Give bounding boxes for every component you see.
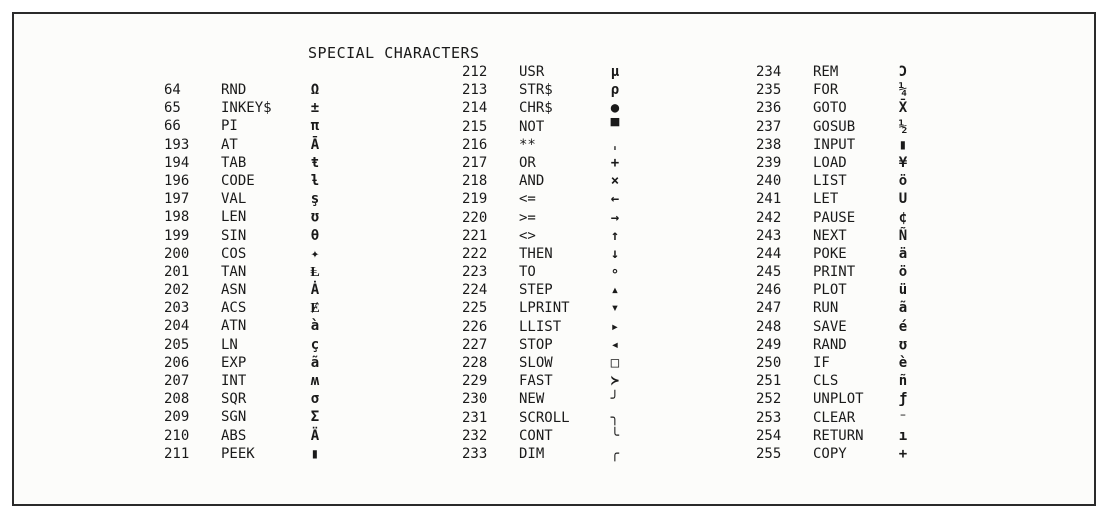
special-character-glyph: ü xyxy=(898,282,908,299)
special-character-glyph: ▴ xyxy=(610,282,620,299)
special-character-glyph: ▮ xyxy=(898,136,908,153)
keyword: <> xyxy=(519,227,536,244)
special-character-glyph: ╭ xyxy=(610,445,620,462)
keyword: NEW xyxy=(519,391,545,408)
char-code: 217 xyxy=(462,154,488,171)
char-code: 223 xyxy=(462,264,488,281)
char-code: 237 xyxy=(756,118,782,135)
special-character-glyph: Ä xyxy=(310,427,320,444)
special-character-glyph: + xyxy=(610,154,620,171)
keyword: THEN xyxy=(519,245,553,262)
keyword: LPRINT xyxy=(519,300,570,317)
special-character-glyph: ● xyxy=(610,100,620,117)
keyword: LIST xyxy=(813,173,847,190)
keyword: LOAD xyxy=(813,154,847,171)
special-character-glyph: ▮ xyxy=(310,445,320,462)
keyword: COS xyxy=(221,245,247,262)
keyword: OR xyxy=(519,154,536,171)
keyword: UNPLOT xyxy=(813,391,864,408)
char-code: 224 xyxy=(462,282,488,299)
char-code: 241 xyxy=(756,191,782,208)
keyword: AND xyxy=(519,173,545,190)
special-character-glyph: ▸ xyxy=(610,318,620,335)
special-character-glyph: ◂ xyxy=(610,336,620,353)
keyword: RND xyxy=(221,82,247,98)
special-character-glyph: ⁻ xyxy=(898,409,908,426)
char-code: 246 xyxy=(756,282,782,299)
char-code: 206 xyxy=(164,354,190,371)
special-character-glyph: ç xyxy=(310,336,320,353)
char-code: 201 xyxy=(164,263,190,280)
special-character-glyph: ╰ xyxy=(610,427,620,444)
char-code: 211 xyxy=(164,445,190,462)
char-code: 194 xyxy=(164,154,190,171)
special-character-glyph: ö xyxy=(898,173,908,190)
special-character-glyph: ▾ xyxy=(610,300,620,317)
char-code: 253 xyxy=(756,409,782,426)
special-character-glyph: à xyxy=(310,318,320,335)
keyword: VAL xyxy=(221,191,247,208)
keyword: >= xyxy=(519,209,536,226)
keyword: TAN xyxy=(221,263,247,280)
keyword: IF xyxy=(813,355,830,371)
special-character-glyph: ˌ xyxy=(610,136,620,153)
char-code: 245 xyxy=(756,264,782,281)
char-code: 208 xyxy=(164,391,190,408)
page-title: SPECIAL CHARACTERS xyxy=(308,44,480,62)
special-character-glyph: Ɇ xyxy=(310,300,320,317)
keyword: POKE xyxy=(813,245,847,262)
special-character-glyph: ã xyxy=(898,300,908,317)
special-character-glyph: ƒ xyxy=(898,391,908,408)
char-code: 203 xyxy=(164,300,190,317)
special-character-glyph: π xyxy=(310,118,320,135)
keyword: LET xyxy=(813,191,839,208)
keyword: NOT xyxy=(519,118,545,135)
special-character-glyph: ş xyxy=(310,191,320,208)
keyword: STEP xyxy=(519,282,553,299)
char-code: 234 xyxy=(756,64,782,80)
char-code: 243 xyxy=(756,227,782,244)
special-character-glyph: × xyxy=(610,173,620,190)
char-code: 252 xyxy=(756,391,782,408)
special-character-glyph: ʊ xyxy=(898,336,908,353)
special-character-glyph: ä xyxy=(898,245,908,262)
char-code: 247 xyxy=(756,300,782,317)
keyword: LEN xyxy=(221,209,247,226)
keyword: GOSUB xyxy=(813,118,856,135)
char-code: 255 xyxy=(756,445,782,462)
char-code: 240 xyxy=(756,173,782,190)
char-code: 244 xyxy=(756,245,782,262)
char-code: 242 xyxy=(756,209,782,226)
char-code: 204 xyxy=(164,318,190,335)
special-character-glyph: Σ xyxy=(310,409,320,426)
special-character-glyph: ö xyxy=(898,264,908,281)
keyword: USR xyxy=(519,64,545,80)
keyword: FOR xyxy=(813,82,839,99)
char-code: 213 xyxy=(462,82,488,99)
char-code: 251 xyxy=(756,373,782,390)
char-code: 232 xyxy=(462,427,488,444)
keyword: SQR xyxy=(221,391,247,408)
char-code: 214 xyxy=(462,100,488,117)
special-character-glyph: ñ xyxy=(898,373,908,390)
keyword: CODE xyxy=(221,172,255,189)
keyword: CLEAR xyxy=(813,409,856,426)
special-character-glyph: ≻ xyxy=(610,373,620,390)
special-character-glyph: U xyxy=(898,191,908,208)
char-code: 249 xyxy=(756,336,782,353)
special-character-glyph: é xyxy=(898,318,908,335)
special-character-glyph: ± xyxy=(310,100,320,117)
char-code: 210 xyxy=(164,427,190,444)
special-character-glyph: Ⱡ xyxy=(310,263,320,280)
keyword: PEEK xyxy=(221,445,255,462)
special-character-glyph: ρ xyxy=(610,82,620,99)
char-code: 236 xyxy=(756,100,782,117)
char-code: 200 xyxy=(164,245,190,262)
special-character-glyph: ½ xyxy=(898,118,908,135)
special-character-glyph: ↑ xyxy=(610,227,620,244)
special-character-glyph: ı xyxy=(898,427,908,444)
special-character-glyph: ← xyxy=(610,191,620,208)
keyword: CLS xyxy=(813,373,839,390)
char-code: 226 xyxy=(462,318,488,335)
char-code: 205 xyxy=(164,336,190,353)
keyword: STR$ xyxy=(519,82,553,99)
keyword: SGN xyxy=(221,409,247,426)
special-character-glyph: ▀ xyxy=(610,118,620,135)
keyword: ATN xyxy=(221,318,247,335)
special-character-glyph: Ȧ xyxy=(310,282,320,299)
keyword: TAB xyxy=(221,154,247,171)
keyword: TO xyxy=(519,264,536,281)
special-character-glyph: Ā xyxy=(310,136,320,153)
special-character-glyph: θ xyxy=(310,227,320,244)
char-code: 225 xyxy=(462,300,488,317)
keyword: INT xyxy=(221,373,247,389)
char-code: 221 xyxy=(462,227,488,244)
keyword: SAVE xyxy=(813,318,847,335)
special-character-glyph: σ xyxy=(310,391,320,408)
char-code: 219 xyxy=(462,191,488,208)
special-character-glyph: ✦ xyxy=(310,245,320,262)
char-code: 239 xyxy=(756,154,782,171)
char-code: 215 xyxy=(462,118,488,135)
keyword: CONT xyxy=(519,427,553,444)
char-code: 228 xyxy=(462,355,488,371)
char-code: 235 xyxy=(756,82,782,99)
char-code: 196 xyxy=(164,172,190,189)
keyword: SCROLL xyxy=(519,409,570,426)
keyword: CHR$ xyxy=(519,100,553,117)
char-code: 248 xyxy=(756,318,782,335)
special-character-glyph: ∘ xyxy=(610,264,620,281)
char-code: 202 xyxy=(164,282,190,299)
char-code: 220 xyxy=(462,209,488,226)
keyword: ** xyxy=(519,136,536,153)
special-character-glyph: ƚ xyxy=(310,172,320,189)
char-code: 222 xyxy=(462,245,488,262)
keyword: INKEY$ xyxy=(221,100,272,117)
char-code: 193 xyxy=(164,136,190,153)
keyword: DIM xyxy=(519,445,545,462)
special-character-glyph: ╯ xyxy=(610,391,620,408)
keyword: RUN xyxy=(813,300,839,317)
special-character-glyph: □ xyxy=(610,355,620,371)
special-character-glyph: ã xyxy=(310,354,320,371)
keyword: ABS xyxy=(221,427,247,444)
char-code: 230 xyxy=(462,391,488,408)
keyword: LLIST xyxy=(519,318,562,335)
keyword: REM xyxy=(813,64,839,80)
keyword: PLOT xyxy=(813,282,847,299)
special-character-glyph: µ xyxy=(610,64,620,80)
keyword: GOTO xyxy=(813,100,847,117)
keyword: PI xyxy=(221,118,238,135)
special-character-glyph: è xyxy=(898,355,908,371)
keyword: INPUT xyxy=(813,136,856,153)
char-code: 212 xyxy=(462,64,488,80)
special-character-glyph: X̄ xyxy=(898,100,908,117)
char-code: 218 xyxy=(462,173,488,190)
char-code: 233 xyxy=(462,445,488,462)
keyword: SLOW xyxy=(519,355,553,371)
char-code: 198 xyxy=(164,209,190,226)
char-code: 199 xyxy=(164,227,190,244)
special-character-glyph: ↓ xyxy=(610,245,620,262)
char-code: 238 xyxy=(756,136,782,153)
special-character-glyph: Ω xyxy=(310,82,320,98)
keyword: STOP xyxy=(519,336,553,353)
keyword: COPY xyxy=(813,445,847,462)
char-code: 65 xyxy=(164,100,181,117)
keyword: AT xyxy=(221,136,238,153)
char-code: 231 xyxy=(462,409,488,426)
special-character-glyph: ¢ xyxy=(898,209,908,226)
special-character-glyph: ŧ xyxy=(310,154,320,171)
special-character-glyph: Ɔ xyxy=(898,64,908,80)
char-code: 66 xyxy=(164,118,181,135)
char-code: 216 xyxy=(462,136,488,153)
char-code: 250 xyxy=(756,355,782,371)
keyword: ACS xyxy=(221,300,247,317)
keyword: EXP xyxy=(221,354,247,371)
char-code: 64 xyxy=(164,82,181,98)
keyword: RAND xyxy=(813,336,847,353)
keyword: PAUSE xyxy=(813,209,856,226)
char-code: 254 xyxy=(756,427,782,444)
keyword: SIN xyxy=(221,227,247,244)
keyword: ASN xyxy=(221,282,247,299)
char-code: 229 xyxy=(462,373,488,390)
special-character-glyph: ʊ xyxy=(310,209,320,226)
keyword: NEXT xyxy=(813,227,847,244)
special-character-glyph: ¼ xyxy=(898,82,908,99)
char-code: 207 xyxy=(164,373,190,389)
keyword: LN xyxy=(221,336,238,353)
special-character-glyph: ʍ xyxy=(310,373,320,389)
keyword: RETURN xyxy=(813,427,864,444)
char-code: 227 xyxy=(462,336,488,353)
keyword: FAST xyxy=(519,373,553,390)
special-character-glyph: + xyxy=(898,445,908,462)
char-code: 197 xyxy=(164,191,190,208)
keyword: PRINT xyxy=(813,264,856,281)
special-character-glyph: Ñ xyxy=(898,227,908,244)
special-character-glyph: → xyxy=(610,209,620,226)
special-character-glyph: ¥ xyxy=(898,154,908,171)
char-code: 209 xyxy=(164,409,190,426)
keyword: <= xyxy=(519,191,536,208)
special-character-glyph: ╮ xyxy=(610,409,620,426)
